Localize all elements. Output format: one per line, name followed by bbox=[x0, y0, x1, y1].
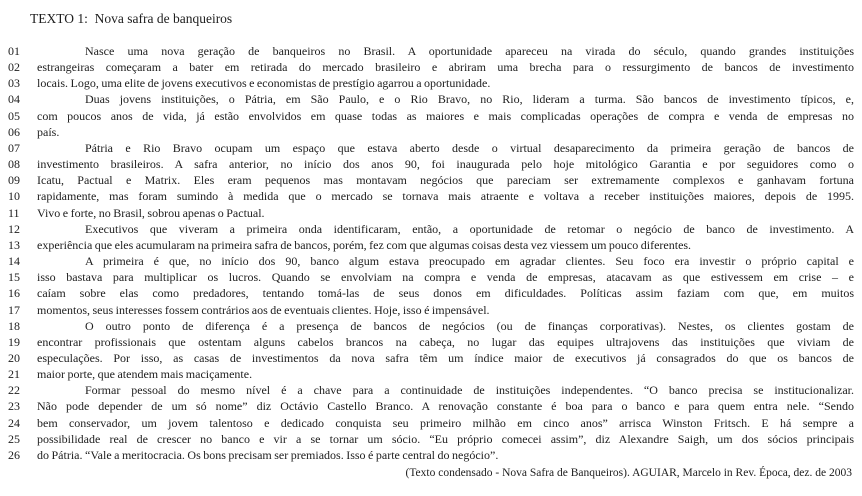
line-number: 17 bbox=[8, 302, 20, 317]
line-text: investimento brasileiros. A safra anterior, no início dos anos 90, foi inaugurada pelo hoje mitológico Garantia e por seguidores como o bbox=[37, 157, 854, 172]
text-line bbox=[8, 43, 854, 59]
line-text: experiência que eles acumularam na primeira safra de bancos, porém, fez com que algumas coisas desta vez viessem um pouco diferentes. bbox=[37, 237, 692, 252]
source-citation: (Texto condensado - Nova Safra de Banqueiros). AGUIAR, Marcelo in Rev. Época, dez. de 2003 bbox=[405, 467, 852, 480]
paragraph-indent bbox=[37, 393, 85, 394]
text-line bbox=[8, 382, 854, 398]
line-number: 19 bbox=[8, 334, 20, 349]
text-line bbox=[8, 221, 854, 237]
text-line bbox=[8, 156, 854, 172]
text-line bbox=[8, 269, 854, 285]
text-line bbox=[8, 253, 854, 269]
line-text: país. bbox=[37, 124, 60, 139]
line-text: locais. Logo, uma elite de jovens executivos e economistas de prestígio agarrou a oportunidade. bbox=[37, 76, 491, 91]
text-line bbox=[8, 366, 854, 382]
line-text: Vivo e forte, no Brasil, sobrou apenas o Pactual. bbox=[37, 205, 265, 220]
line-number: 16 bbox=[8, 286, 20, 301]
text-body bbox=[8, 43, 854, 463]
line-text: com poucos anos de vida, já estão envolvidos em quase todas as maiores e mais complicadas operações de compra e venda de empresas no bbox=[37, 108, 854, 123]
text-line bbox=[8, 398, 854, 414]
text-line bbox=[8, 108, 854, 124]
text-line bbox=[8, 415, 854, 431]
text-line bbox=[8, 431, 854, 447]
text-line bbox=[8, 237, 854, 253]
line-number: 14 bbox=[8, 254, 20, 269]
line-text: rapidamente, mas foram sumindo à medida que o mercado se tornava mais atraente e voltava a receber instituições maiores, depois de 1995. bbox=[37, 189, 854, 204]
page-title: TEXTO 1: Nova safra de banqueiros bbox=[30, 11, 233, 26]
line-number: 12 bbox=[8, 221, 20, 236]
line-text: Formar pessoal do mesmo nível é a chave para a continuidade de instituições independentes. “O banco precisa se institucionalizar. bbox=[37, 382, 854, 398]
paragraph-indent bbox=[37, 329, 85, 330]
line-number: 03 bbox=[8, 76, 20, 91]
text-line bbox=[8, 188, 854, 204]
line-text: do Pátria. “Vale a meritocracia. Os bons precisam ser premiados. Isso é parte central do negócio”. bbox=[37, 447, 499, 462]
line-number: 06 bbox=[8, 124, 20, 139]
line-text: Duas jovens instituições, o Pátria, em São Paulo, e o Rio Bravo, no Rio, lideram a turma. São bancos de investimento típicos, e, bbox=[37, 91, 854, 107]
line-number: 09 bbox=[8, 173, 20, 188]
text-line bbox=[8, 91, 854, 107]
line-number: 05 bbox=[8, 108, 20, 123]
line-text: estrangeiras começaram a bater em retirada do mercado brasileiro e abriram uma brecha para o ressurgimento de bancos de investimento bbox=[37, 60, 854, 75]
line-number: 15 bbox=[8, 270, 20, 285]
line-number: 04 bbox=[8, 92, 20, 107]
paragraph-indent bbox=[37, 102, 85, 103]
text-line bbox=[8, 124, 854, 140]
line-number: 11 bbox=[8, 205, 20, 220]
line-text: Pátria e Rio Bravo ocupam um espaço que estava aberto desde o virtual desaparecimento da primeira geração de bancos de bbox=[37, 140, 854, 156]
line-text: bem conservador, um jovem talentoso e dedicado conquista seu primeiro milhão em cinco anos” arrisca Winston Fritsch. E há sempre a bbox=[37, 415, 854, 430]
text-line bbox=[8, 172, 854, 188]
paragraph-indent bbox=[37, 264, 85, 265]
line-number: 10 bbox=[8, 189, 20, 204]
line-number: 08 bbox=[8, 157, 20, 172]
line-text: isso bastava para multiplicar os lucros. Quando se envolviam na compra e venda de empresas, atacavam as que estivessem em crise – e bbox=[37, 270, 854, 285]
line-text: A primeira é que, no início dos 90, banco algum estava preocupado em agradar clientes. Seu foco era investir o próprio capital e bbox=[37, 253, 854, 269]
line-text: possibilidade real de crescer no banco e vir a se tornar um sócio. “Eu próprio comecei assim”, diz Alexandre Saigh, um dos sócios principais bbox=[37, 431, 854, 446]
line-text: especulações. Por isso, as casas de investimentos da nova safra têm um índice maior de executivos já consagrados do que os bancos de bbox=[37, 350, 854, 365]
line-number: 07 bbox=[8, 140, 20, 155]
line-number: 23 bbox=[8, 399, 20, 414]
line-number: 25 bbox=[8, 431, 20, 446]
line-text: O outro ponto de diferença é a presença de bancos de negócios (ou de finanças corporativas). Nestes, os clientes gostam de bbox=[37, 318, 854, 334]
line-number: 13 bbox=[8, 237, 20, 252]
line-number: 18 bbox=[8, 318, 20, 333]
line-number: 01 bbox=[8, 44, 20, 58]
text-line bbox=[8, 205, 854, 221]
line-text: Não pode depender de um só nome” diz Octávio Castello Branco. A renovação constante é boa para o banco e para quem entra nele. “Sendo bbox=[37, 399, 854, 414]
paragraph-indent bbox=[37, 151, 85, 152]
text-line bbox=[8, 285, 854, 301]
text-line bbox=[8, 302, 854, 318]
line-number: 26 bbox=[8, 447, 20, 462]
line-number: 02 bbox=[8, 60, 20, 75]
line-text: Icatu, Pactual e Matrix. Eles eram pequenos mas montavam negócios que pareciam ser extremamente complexos e ganhavam fortuna bbox=[37, 173, 854, 188]
line-text: caíam sobre elas como predadores, tentando tomá-las de seus donos em dificuldades. Políticas assim faziam com que, em muitos bbox=[37, 286, 854, 301]
text-line bbox=[8, 334, 854, 350]
paragraph-indent bbox=[37, 54, 85, 55]
line-number: 22 bbox=[8, 383, 20, 398]
line-text: momentos, seus interesses fossem contrários aos de eventuais clientes. Hoje, isso é impensável. bbox=[37, 302, 490, 317]
text-line bbox=[8, 59, 854, 75]
line-text: Executivos que viveram a primeira onda identificaram, então, a oportunidade de retomar o negócio de banco de investimento. A bbox=[37, 221, 854, 237]
text-line bbox=[8, 75, 854, 91]
line-number: 21 bbox=[8, 367, 20, 382]
line-text: maior porte, que atendem mais maciçamente. bbox=[37, 367, 253, 382]
text-line bbox=[8, 140, 854, 156]
text-line bbox=[8, 350, 854, 366]
line-text: encontrar profissionais que ostentam alguns cabelos brancos na cabeça, no lugar das equipes ultrajovens das instituições que viviam de bbox=[37, 334, 854, 349]
text-line bbox=[8, 318, 854, 334]
text-line bbox=[8, 447, 854, 463]
line-text: Nasce uma nova geração de banqueiros no Brasil. A oportunidade apareceu na virada do século, quando grandes instituições bbox=[37, 43, 854, 59]
paragraph-indent bbox=[37, 232, 85, 233]
line-number: 20 bbox=[8, 350, 20, 365]
line-number: 24 bbox=[8, 415, 20, 430]
